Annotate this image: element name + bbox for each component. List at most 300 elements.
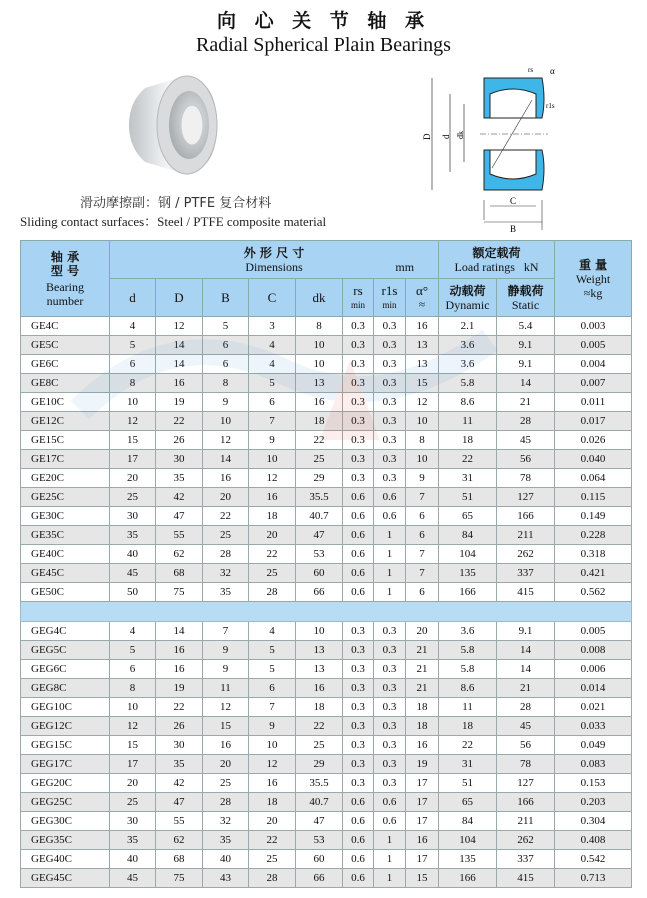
table-cell: 3.6 (439, 355, 497, 374)
table-cell: 40.7 (296, 507, 343, 526)
table-cell: 25 (296, 450, 343, 469)
table-cell: 9.1 (497, 336, 555, 355)
table-cell: 0.3 (343, 698, 374, 717)
table-cell: 28 (497, 412, 555, 431)
table-cell: 75 (156, 869, 203, 888)
table-cell: 35 (203, 583, 249, 602)
table-cell: 35 (110, 526, 156, 545)
header-dynamic (439, 279, 497, 317)
table-cell: 0.6 (343, 869, 374, 888)
table-cell: 166 (439, 869, 497, 888)
table-cell: 0.115 (555, 488, 632, 507)
table-cell: 18 (439, 717, 497, 736)
header-dims-en: Dimensions (245, 259, 303, 274)
table-cell: 84 (439, 526, 497, 545)
title-english: Radial Spherical Plain Bearings (196, 34, 451, 56)
table-cell: 15 (110, 431, 156, 450)
table-cell: 7 (249, 698, 296, 717)
table-cell: 0.6 (343, 812, 374, 831)
table-cell: 127 (497, 774, 555, 793)
header-r1s (374, 279, 406, 317)
table-cell: 25 (110, 793, 156, 812)
table-cell: 51 (439, 774, 497, 793)
table-cell: 25 (296, 736, 343, 755)
table-cell: 0.3 (374, 641, 406, 660)
table-row (21, 698, 632, 717)
table-cell: 29 (296, 755, 343, 774)
table-cell: 12 (110, 717, 156, 736)
table-cell: 10 (296, 336, 343, 355)
table-cell: 0.3 (374, 660, 406, 679)
table-cell: 84 (439, 812, 497, 831)
drawing-label-D: D (422, 133, 432, 140)
table-cell: 3.6 (439, 336, 497, 355)
header-weight-en: Weight (575, 271, 611, 286)
table-row (21, 660, 632, 679)
table-cell: 16 (406, 317, 439, 336)
table-cell: 211 (497, 812, 555, 831)
table-row (21, 507, 632, 526)
table-cell: 0.3 (343, 622, 374, 641)
table-cell: 0.3 (374, 469, 406, 488)
table-row (21, 774, 632, 793)
table-cell: 8 (110, 374, 156, 393)
table-cell: 66 (296, 869, 343, 888)
table-cell: 42 (156, 774, 203, 793)
table-cell: 25 (110, 488, 156, 507)
table-cell: 22 (296, 717, 343, 736)
table-cell: 0.3 (374, 679, 406, 698)
table-row (21, 469, 632, 488)
table-cell: 0.542 (555, 850, 632, 869)
table-cell: 166 (497, 793, 555, 812)
table-cell: 55 (156, 812, 203, 831)
table-cell: 53 (296, 831, 343, 850)
table-cell: 211 (497, 526, 555, 545)
table-cell: 0.017 (555, 412, 632, 431)
table-cell: 45 (110, 564, 156, 583)
table-cell: 0.3 (374, 355, 406, 374)
table-cell: 21 (497, 679, 555, 698)
table-cell: 1 (374, 526, 406, 545)
table-row (21, 355, 632, 374)
table-cell: 0.006 (555, 660, 632, 679)
table-cell: 6 (203, 355, 249, 374)
bearing-number-cell: GEG15C (21, 736, 110, 755)
table-cell: 10 (296, 355, 343, 374)
table-cell: 1 (374, 831, 406, 850)
drawing-label-rs: rs (528, 66, 534, 74)
table-cell: 166 (439, 583, 497, 602)
table-cell: 35 (203, 831, 249, 850)
table-cell: 7 (249, 412, 296, 431)
table-cell: 0.153 (555, 774, 632, 793)
table-cell: 10 (406, 412, 439, 431)
table-cell: 16 (203, 736, 249, 755)
table-cell: 0.3 (343, 336, 374, 355)
header-d: d (110, 279, 156, 317)
table-row (21, 583, 632, 602)
table-cell: 0.3 (343, 469, 374, 488)
table-cell: 0.6 (374, 793, 406, 812)
table-row (21, 831, 632, 850)
table-cell: 25 (203, 774, 249, 793)
table-cell: 78 (497, 469, 555, 488)
table-cell: 30 (156, 736, 203, 755)
drawing-label-d: d (441, 134, 451, 139)
table-cell: 4 (249, 336, 296, 355)
header-static (497, 279, 555, 317)
table-cell: 16 (156, 641, 203, 660)
bearing-number-cell: GEG4C (21, 622, 110, 641)
table-cell: 29 (296, 469, 343, 488)
table-cell: 17 (110, 755, 156, 774)
bearing-number-cell: GEG5C (21, 641, 110, 660)
bearing-spec-table (20, 240, 632, 888)
table-cell: 1 (374, 850, 406, 869)
table-cell: 20 (406, 622, 439, 641)
bearing-number-cell: GE35C (21, 526, 110, 545)
table-cell: 0.3 (343, 641, 374, 660)
table-cell: 15 (406, 869, 439, 888)
table-cell: 22 (439, 736, 497, 755)
table-cell: 9 (406, 469, 439, 488)
table-cell: 20 (203, 755, 249, 774)
bearing-number-cell: GE17C (21, 450, 110, 469)
table-cell: 0.6 (374, 812, 406, 831)
table-cell: 32 (203, 564, 249, 583)
table-cell: 0.304 (555, 812, 632, 831)
table-cell: 0.318 (555, 545, 632, 564)
section-separator (21, 602, 632, 622)
table-cell: 20 (203, 488, 249, 507)
table-cell: 47 (156, 507, 203, 526)
table-cell: 0.713 (555, 869, 632, 888)
table-cell: 17 (110, 450, 156, 469)
table-cell: 0.3 (374, 736, 406, 755)
table-cell: 10 (110, 393, 156, 412)
table-cell: 40 (110, 850, 156, 869)
table-cell: 28 (203, 793, 249, 812)
table-row (21, 393, 632, 412)
table-cell: 18 (439, 431, 497, 450)
table-cell: 0.007 (555, 374, 632, 393)
bearing-number-cell: GE30C (21, 507, 110, 526)
table-cell: 0.6 (343, 526, 374, 545)
table-row (21, 622, 632, 641)
table-cell: 0.3 (343, 374, 374, 393)
table-cell: 22 (296, 431, 343, 450)
table-cell: 5.8 (439, 660, 497, 679)
table-cell: 22 (249, 545, 296, 564)
table-cell: 8 (110, 679, 156, 698)
header-dims-unit: mm (395, 259, 415, 274)
table-cell: 0.3 (343, 393, 374, 412)
table-cell: 50 (110, 583, 156, 602)
header-static-cn: 静载荷 (507, 283, 544, 298)
table-cell: 262 (497, 545, 555, 564)
header-dimensions (110, 241, 439, 279)
table-row (21, 793, 632, 812)
caption-english: Sliding contact surfaces：Steel / PTFE composite material (20, 214, 327, 229)
bearing-number-cell: GEG30C (21, 812, 110, 831)
drawing-label-r1s: r1s (546, 102, 555, 110)
table-row (21, 336, 632, 355)
table-cell: 17 (406, 812, 439, 831)
table-row (21, 812, 632, 831)
table-cell: 1 (374, 869, 406, 888)
table-row (21, 850, 632, 869)
table-cell: 47 (296, 812, 343, 831)
table-row (21, 717, 632, 736)
header-bearing-en: Bearing (46, 279, 84, 294)
table-cell: 0.064 (555, 469, 632, 488)
table-cell: 42 (156, 488, 203, 507)
table-cell: 0.3 (343, 755, 374, 774)
table-cell: 20 (249, 526, 296, 545)
bearing-number-cell: GE25C (21, 488, 110, 507)
table-cell: 10 (296, 622, 343, 641)
bearing-number-cell: GEG40C (21, 850, 110, 869)
table-cell: 0.3 (374, 622, 406, 641)
table-cell: 47 (296, 526, 343, 545)
table-cell: 20 (110, 469, 156, 488)
table-cell: 7 (406, 545, 439, 564)
bearing-number-cell: GE40C (21, 545, 110, 564)
bearing-number-cell: GEG20C (21, 774, 110, 793)
table-cell: 0.3 (343, 317, 374, 336)
table-cell: 0.3 (374, 774, 406, 793)
table-cell: 0.6 (343, 545, 374, 564)
table-cell: 0.3 (343, 717, 374, 736)
header-bearing-number (21, 241, 110, 317)
bearing-number-cell: GEG17C (21, 755, 110, 774)
table-cell: 0.3 (343, 660, 374, 679)
table-cell: 5 (249, 660, 296, 679)
table-cell: 20 (249, 812, 296, 831)
table-cell: 0.6 (343, 793, 374, 812)
header-r1s-label: r1s (381, 282, 398, 298)
table-cell: 1 (374, 545, 406, 564)
table-cell: 0.004 (555, 355, 632, 374)
bearing-number-cell: GEG25C (21, 793, 110, 812)
table-cell: 135 (439, 564, 497, 583)
header-C: C (249, 279, 296, 317)
table-cell: 19 (156, 393, 203, 412)
table-cell: 14 (497, 641, 555, 660)
table-cell: 0.011 (555, 393, 632, 412)
table-row (21, 755, 632, 774)
table-cell: 5.8 (439, 641, 497, 660)
table-cell: 26 (156, 717, 203, 736)
table-cell: 6 (249, 679, 296, 698)
table-cell: 11 (203, 679, 249, 698)
table-cell: 30 (156, 450, 203, 469)
table-cell: 9 (203, 641, 249, 660)
table-cell: 0.3 (374, 698, 406, 717)
table-cell: 14 (156, 336, 203, 355)
table-cell: 16 (406, 831, 439, 850)
header-load-cn: 额定载荷 (472, 245, 521, 260)
table-cell: 28 (249, 869, 296, 888)
table-cell: 0.3 (343, 412, 374, 431)
table-cell: 26 (156, 431, 203, 450)
table-cell: 104 (439, 831, 497, 850)
table-cell: 68 (156, 850, 203, 869)
table-row (21, 488, 632, 507)
table-cell: 135 (439, 850, 497, 869)
table-cell: 0.040 (555, 450, 632, 469)
table-cell: 62 (156, 831, 203, 850)
table-cell: 18 (249, 507, 296, 526)
table-cell: 16 (249, 488, 296, 507)
table-cell: 0.421 (555, 564, 632, 583)
table-cell: 55 (156, 526, 203, 545)
table-cell: 0.6 (343, 507, 374, 526)
table-cell: 7 (406, 488, 439, 507)
table-cell: 0.562 (555, 583, 632, 602)
header-alpha-label: α° (416, 282, 429, 298)
table-cell: 0.3 (343, 736, 374, 755)
table-cell: 1 (374, 564, 406, 583)
table-cell: 13 (406, 336, 439, 355)
table-cell: 0.149 (555, 507, 632, 526)
table-cell: 51 (439, 488, 497, 507)
table-cell: 6 (110, 660, 156, 679)
table-cell: 0.083 (555, 755, 632, 774)
table-cell: 62 (156, 545, 203, 564)
table-cell: 12 (156, 317, 203, 336)
table-row (21, 641, 632, 660)
table-cell: 0.3 (343, 431, 374, 450)
table-cell: 0.408 (555, 831, 632, 850)
table-cell: 14 (497, 374, 555, 393)
table-cell: 16 (203, 469, 249, 488)
table-cell: 28 (249, 583, 296, 602)
table-cell: 45 (497, 717, 555, 736)
table-cell: 25 (249, 850, 296, 869)
header-D: D (156, 279, 203, 317)
table-cell: 3 (249, 317, 296, 336)
table-cell: 15 (110, 736, 156, 755)
header-static-en: Static (511, 297, 540, 312)
table-cell: 15 (203, 717, 249, 736)
table-cell: 5 (110, 336, 156, 355)
bearing-number-cell: GEG45C (21, 869, 110, 888)
table-cell: 4 (110, 317, 156, 336)
table-cell: 6 (203, 336, 249, 355)
table-cell: 337 (497, 850, 555, 869)
table-cell: 28 (203, 545, 249, 564)
bearing-number-cell: GEG6C (21, 660, 110, 679)
table-cell: 43 (203, 869, 249, 888)
bearing-number-cell: GE50C (21, 583, 110, 602)
header-number-en: number (46, 293, 84, 308)
table-cell: 12 (406, 393, 439, 412)
table-cell: 53 (296, 545, 343, 564)
header-r1s-min: min (382, 299, 397, 310)
table-cell: 17 (406, 774, 439, 793)
table-cell: 14 (203, 450, 249, 469)
cross-section-drawing (424, 60, 574, 235)
table-cell: 56 (497, 450, 555, 469)
table-cell: 16 (156, 660, 203, 679)
table-row (21, 679, 632, 698)
table-cell: 35 (156, 469, 203, 488)
table-cell: 0.6 (374, 488, 406, 507)
table-cell: 8 (406, 431, 439, 450)
table-cell: 0.049 (555, 736, 632, 755)
table-cell: 12 (110, 412, 156, 431)
table-cell: 2.1 (439, 317, 497, 336)
table-cell: 17 (406, 793, 439, 812)
table-cell: 31 (439, 469, 497, 488)
table-cell: 0.005 (555, 622, 632, 641)
header-load-unit: kN (523, 259, 539, 274)
title-chinese: 向 心 关 节 轴 承 (216, 10, 431, 32)
table-cell: 35 (110, 831, 156, 850)
table-cell: 1 (374, 583, 406, 602)
table-cell: 21 (406, 641, 439, 660)
bearing-photo (125, 70, 225, 180)
table-cell: 13 (296, 641, 343, 660)
table-row (21, 374, 632, 393)
table-cell: 0.3 (343, 679, 374, 698)
table-row (21, 736, 632, 755)
header-weight-unit: ≈kg (583, 285, 603, 300)
table-cell: 8 (203, 374, 249, 393)
table-cell: 0.6 (343, 831, 374, 850)
table-row (21, 317, 632, 336)
table-cell: 10 (249, 450, 296, 469)
table-cell: 14 (156, 622, 203, 641)
table-cell: 0.3 (374, 393, 406, 412)
table-cell: 10 (406, 450, 439, 469)
table-cell: 6 (406, 526, 439, 545)
header-load-ratings (439, 241, 555, 279)
table-cell: 22 (156, 412, 203, 431)
table-cell: 0.008 (555, 641, 632, 660)
table-cell: 30 (110, 812, 156, 831)
table-cell: 0.3 (343, 355, 374, 374)
table-cell: 0.014 (555, 679, 632, 698)
header-dynamic-en: Dynamic (445, 297, 490, 312)
table-cell: 0.203 (555, 793, 632, 812)
bearing-number-cell: GE4C (21, 317, 110, 336)
table-cell: 16 (296, 393, 343, 412)
table-cell: 9 (203, 660, 249, 679)
table-cell: 5 (203, 317, 249, 336)
header-alpha-approx: ≈ (419, 298, 426, 311)
table-body (21, 317, 632, 888)
bearing-number-cell: GEG35C (21, 831, 110, 850)
table-cell: 11 (439, 412, 497, 431)
table-cell: 0.6 (374, 507, 406, 526)
table-cell: 21 (406, 660, 439, 679)
table-row (21, 526, 632, 545)
table-cell: 6 (110, 355, 156, 374)
table-cell: 0.3 (374, 374, 406, 393)
header-weight (555, 241, 632, 317)
table-cell: 4 (249, 355, 296, 374)
table-cell: 32 (203, 812, 249, 831)
table-cell: 0.6 (343, 488, 374, 507)
header-rs-min: min (350, 299, 365, 310)
table-cell: 9 (203, 393, 249, 412)
table-cell: 68 (156, 564, 203, 583)
table-row (21, 412, 632, 431)
table-cell: 21 (406, 679, 439, 698)
